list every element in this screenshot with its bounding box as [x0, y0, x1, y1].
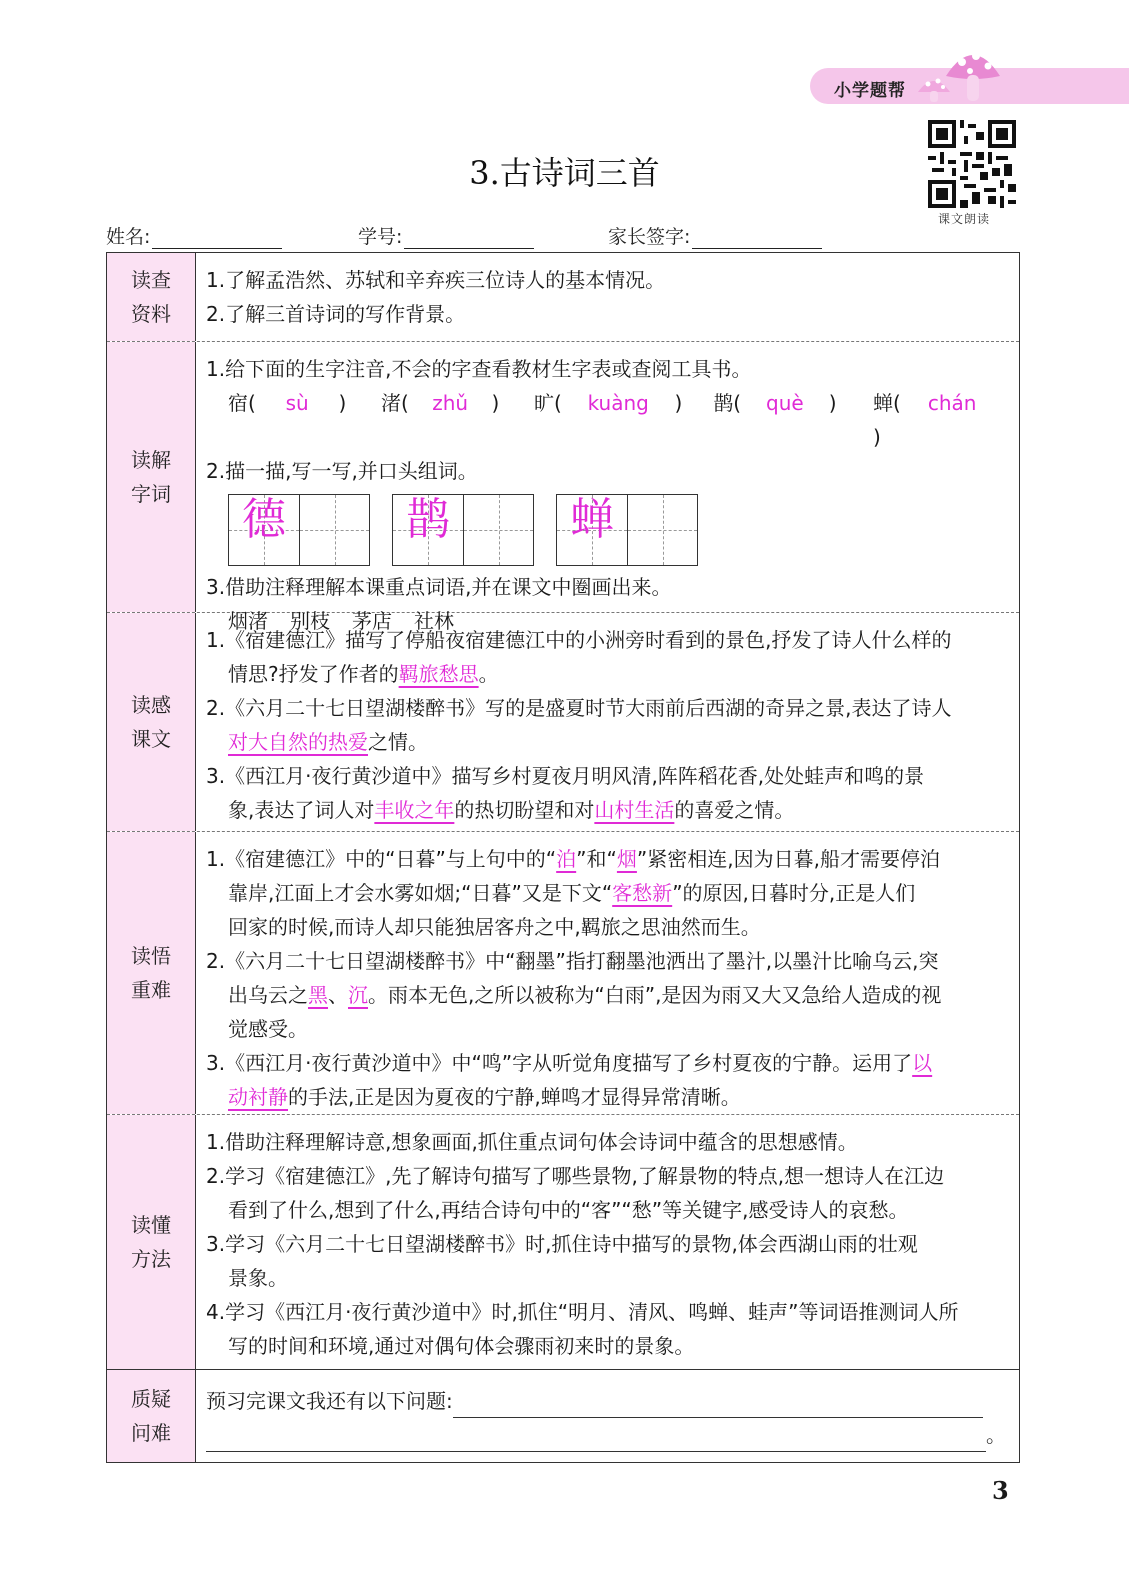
answer: 丰收之年: [374, 798, 455, 822]
student-id-label: 学号:: [358, 226, 403, 248]
label-text: 读悟 重难: [131, 944, 171, 1002]
answer: 泊: [556, 847, 577, 871]
section-body: [196, 342, 1019, 633]
section-body: [196, 1370, 1019, 1462]
label-text: 读查 资料: [131, 268, 171, 326]
section-label: [107, 832, 196, 1114]
pinyin-item: 蝉( chán ): [873, 386, 1007, 454]
large-mushroom-icon: [944, 44, 1002, 106]
section-label: [107, 1370, 196, 1462]
pinyin-answer: sù: [285, 391, 309, 415]
section-label: [107, 342, 196, 612]
qr-caption: 课文朗读: [938, 212, 991, 226]
writing-grid[interactable]: [556, 494, 698, 566]
pinyin-answer: què: [766, 391, 804, 415]
parent-signature-blank[interactable]: [692, 230, 822, 249]
traced-char: 德: [242, 494, 286, 545]
list-item: [206, 842, 1007, 876]
section-body: [196, 613, 1019, 831]
section-label: [107, 1115, 196, 1369]
list-item: 2.学习《宿建德江》,先了解诗句描写了哪些景物,了解景物的特点,想一想诗人在江边: [206, 1164, 945, 1188]
section-questions: [107, 1369, 1019, 1462]
list-item-cont: [206, 793, 1007, 827]
student-id-field[interactable]: [358, 222, 534, 249]
list-item-cont: [206, 657, 1007, 691]
text: 、: [328, 983, 348, 1007]
pinyin-answer: chán: [927, 391, 977, 415]
pinyin-item: 宿( sù ): [228, 386, 381, 454]
brand-name: 小学题帮: [834, 81, 906, 101]
text: 象,表达了词人对: [228, 798, 375, 822]
list-item-cont: [206, 725, 1007, 759]
text: 的喜爱之情。: [674, 798, 795, 822]
list-item: [206, 1046, 1007, 1080]
text: 出乌云之: [228, 983, 308, 1007]
list-item: 1.借助注释理解诗意,想象画面,抓住重点词句体会诗词中蕴含的思想感情。: [206, 1130, 858, 1154]
char: 宿: [228, 391, 248, 415]
text: ”的原因,日暮时分,正是人们: [672, 881, 916, 905]
traced-char: 蝉: [570, 494, 614, 545]
list-item: 1.了解孟浩然、苏轼和辛弃疾三位诗人的基本情况。: [206, 268, 666, 292]
list-item-cont: 写的时间和环境,通过对偶句体会骤雨初来时的景象。: [228, 1334, 695, 1358]
traced-char: 鹊: [406, 494, 450, 545]
pinyin-answer: zhǔ: [432, 391, 469, 415]
list-item-cont: 回家的时候,而诗人却只能独居客舟之中,羁旅之思油然而生。: [228, 915, 761, 939]
answer-blank[interactable]: [453, 1397, 983, 1418]
question-1: 1.给下面的生字注音,不会的字查看教材生字表或查阅工具书。: [206, 357, 752, 381]
section-methods: [107, 1114, 1019, 1369]
char: 蝉: [873, 391, 893, 415]
list-item: 2.《六月二十七日望湖楼醉书》写的是盛夏时节大雨前后西湖的奇异之景,表达了诗人: [206, 696, 952, 720]
answer: 黑: [308, 983, 328, 1007]
label-text: 质疑 问难: [131, 1387, 171, 1445]
text: 的手法,正是因为夏夜的宁静,蝉鸣才显得异常清晰。: [288, 1085, 741, 1109]
grid-cell[interactable]: [393, 495, 463, 565]
label-text: 读感 课文: [131, 693, 171, 751]
page-title: 3.古诗词三首: [469, 154, 660, 192]
question-line-1[interactable]: [206, 1384, 1007, 1418]
list-item: 3.《西江月·夜行黄沙道中》描写乡村夏夜月明风清,阵阵稻花香,处处蛙声和鸣的景: [206, 764, 925, 788]
text: 。: [478, 662, 499, 686]
student-id-blank[interactable]: [404, 230, 534, 249]
list-item: 2.了解三首诗词的写作背景。: [206, 302, 466, 326]
pinyin-answer: kuàng: [587, 391, 649, 415]
section-key-points: [107, 831, 1019, 1114]
section-body: [196, 832, 1019, 1114]
key-word: 茅店: [352, 609, 392, 633]
answer-blank[interactable]: [206, 1431, 986, 1452]
answer: 对大自然的热爱: [228, 730, 368, 754]
label-text: 读解 字词: [131, 448, 171, 506]
char: 旷: [534, 391, 555, 415]
name-label: 姓名:: [106, 226, 151, 248]
key-word: 社林: [414, 609, 454, 633]
pinyin-item: 鹊( què ): [713, 386, 873, 454]
prompt: 预习完课文我还有以下问题:: [206, 1389, 453, 1413]
pinyin-item: 渚( zhǔ ): [381, 386, 534, 454]
char: 渚: [381, 391, 402, 415]
section-reference: [107, 253, 1019, 341]
list-item: 3.学习《六月二十七日望湖楼醉书》时,抓住诗中描写的景物,体会西湖山雨的壮观: [206, 1232, 918, 1256]
list-item-cont: [206, 978, 1007, 1012]
pinyin-item: 旷( kuàng ): [534, 386, 713, 454]
list-item-cont: 看到了什么,想到了什么,再结合诗句中的“客”“愁”等关键字,感受诗人的哀愁。: [228, 1198, 909, 1222]
answer: 客愁新: [612, 881, 673, 905]
section-vocabulary: [107, 341, 1019, 633]
label-text: 读懂 方法: [131, 1213, 171, 1271]
text: 之情。: [368, 730, 428, 754]
question-2: 2.描一描,写一写,并口头组词。: [206, 459, 478, 483]
page-number: 3: [992, 1476, 1009, 1505]
list-item-cont: [206, 1080, 1007, 1114]
writing-grid[interactable]: [228, 494, 370, 566]
answer: 以: [912, 1051, 933, 1075]
grid-cell[interactable]: [229, 495, 299, 565]
list-item: 4.学习《西江月·夜行黄沙道中》时,抓住“明月、清风、鸣蝉、蛙声”等词语推测词人所: [206, 1300, 959, 1324]
preview-sheet: [106, 252, 1020, 1463]
pinyin-row: [206, 386, 1007, 454]
grid-cell[interactable]: [299, 495, 369, 565]
text: 的热切盼望和对: [454, 798, 595, 822]
section-body: [196, 1115, 1019, 1369]
question-3: 3.借助注释理解本课重点词语,并在课文中圈画出来。: [206, 575, 672, 599]
answer: 动衬静: [228, 1085, 288, 1109]
grid-cell[interactable]: [557, 495, 627, 565]
text: 情思?抒发了作者的: [228, 662, 399, 686]
name-blank[interactable]: [152, 230, 282, 249]
text: 1.《宿建德江》中的“日暮”与上句中的“: [206, 847, 557, 871]
grid-cell[interactable]: [627, 495, 697, 565]
key-word: 烟渚: [228, 609, 268, 633]
section-body: [196, 253, 1019, 341]
list-item-cont: 景象。: [228, 1266, 288, 1290]
list-item-cont: 觉感受。: [228, 1017, 308, 1041]
section-label: [107, 613, 196, 831]
key-word: 别枝: [290, 609, 330, 633]
list-item: 1.《宿建德江》描写了停船夜宿建德江中的小洲旁时看到的景色,抒发了诗人什么样的: [206, 628, 952, 652]
char: 鹊: [713, 391, 734, 415]
grid-cell[interactable]: [463, 495, 533, 565]
section-text: [107, 612, 1019, 831]
list-item-cont: [206, 876, 1007, 910]
name-field[interactable]: [106, 222, 282, 249]
answer: 山村生活: [594, 798, 675, 822]
writing-grid[interactable]: [392, 494, 534, 566]
question-line-2[interactable]: [206, 1418, 1007, 1452]
text: ”紧密相连,因为日暮,船才需要停泊: [636, 847, 940, 871]
answer: 羁旅愁思: [398, 662, 479, 686]
answer: 烟: [616, 847, 637, 871]
text: 。雨本无色,之所以被称为“白雨”,是因为雨又大又急给人造成的视: [368, 983, 942, 1007]
period: 。: [986, 1423, 1006, 1447]
list-item: 2.《六月二十七日望湖楼醉书》中“翻墨”指打翻墨池洒出了墨汁,以墨汁比喻乌云,突: [206, 949, 939, 973]
section-label: [107, 253, 196, 341]
text: 靠岸,江面上才会水雾如烟;“日暮”又是下文“: [228, 881, 613, 905]
text: 3.《西江月·夜行黄沙道中》中“鸣”字从听觉角度描写了乡村夏夜的宁静。运用了: [206, 1051, 913, 1075]
answer: 沉: [348, 983, 368, 1007]
parent-signature-field[interactable]: [608, 222, 822, 249]
text: ”和“: [576, 847, 617, 871]
parent-signature-label: 家长签字:: [608, 226, 691, 248]
writing-grids: [206, 494, 1007, 566]
